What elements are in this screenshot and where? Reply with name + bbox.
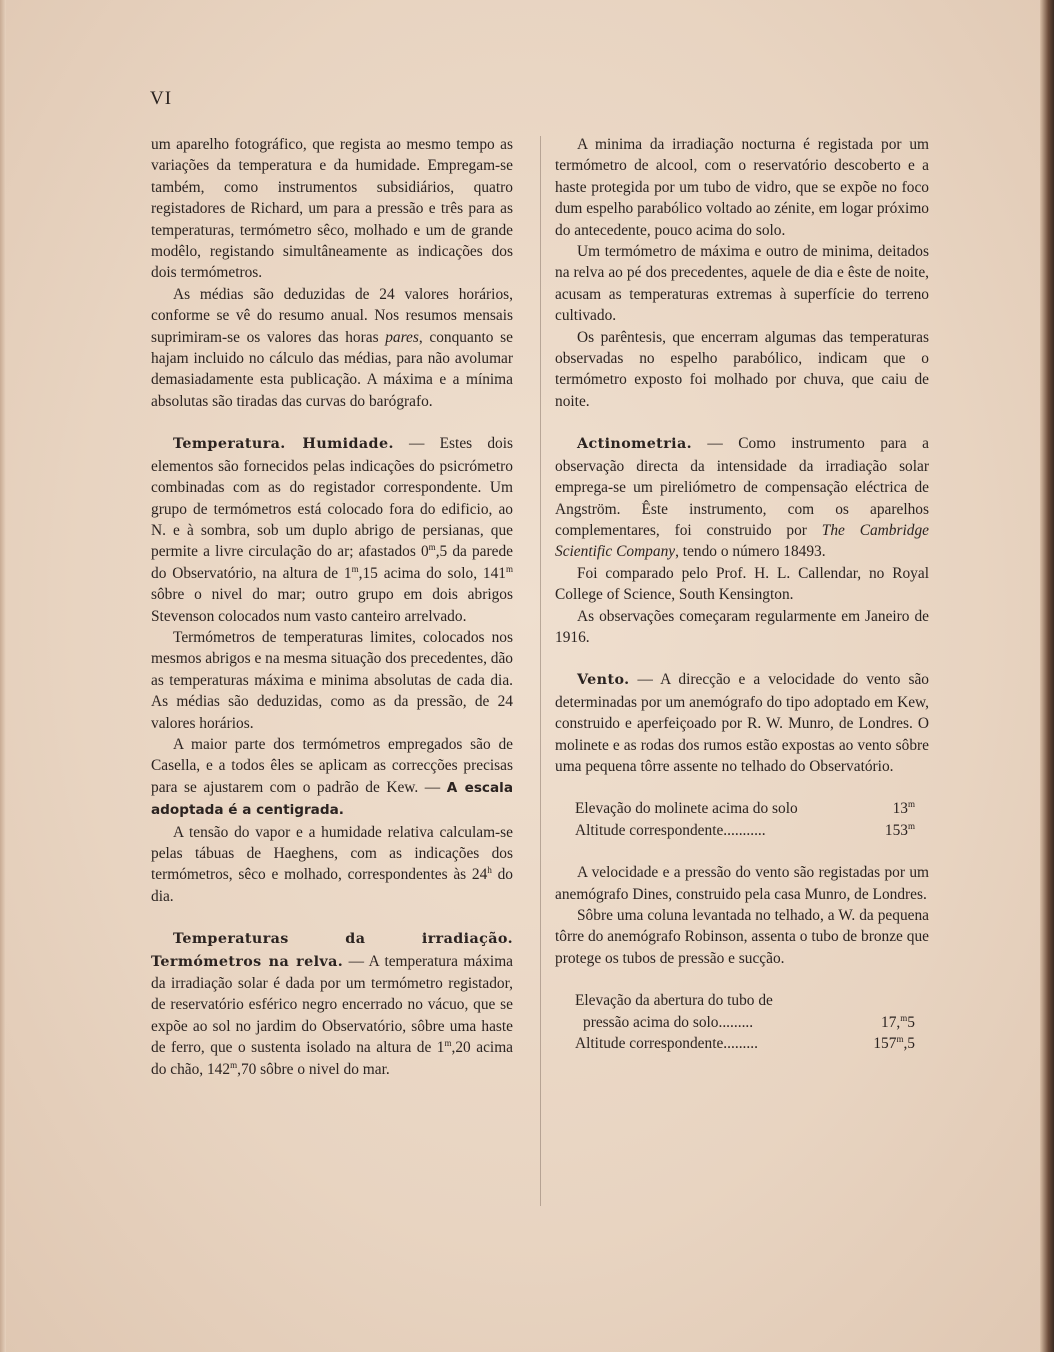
- page-right-edge: [1040, 0, 1054, 1352]
- section-heading: Vento.: [577, 672, 630, 689]
- paragraph: As observações começaram regularmente em Janeiro de 1916.: [555, 607, 929, 646]
- paragraph: A minima da irradiação nocturna é registada por um termómetro de alcool, com o reservatório descoberto e a haste protegida por um tubo de vidro, que se expõe no foco dum espelho parabólico voltado ao zénite, em logar próximo do antecedente, pouco acima do solo.: [555, 136, 929, 239]
- table-row: pressão acima do solo......... 17,$^m$5: [583, 1012, 915, 1031]
- page-left-edge: [0, 0, 6, 1352]
- paragraph: A maior parte dos termómetros empregados são de Casella, e a todos êles se aplicam as correcções precisas para se ajustarem com o padrão de Kew. — A escala adoptada é a centigrada.: [151, 735, 513, 819]
- paragraph: Termómetros de temperaturas limites, colocados nos mesmos abrigos e na mesma situação dos precedentes, dão as temperaturas máxima e minima absolutas de cada dia. As médias são deduzidas, como as da pressão, de 24 valores horários.: [151, 628, 513, 732]
- table-row: Altitude correspondente........... 153$^m$: [575, 820, 915, 839]
- table-row: Altitude correspondente......... 157$^m$,5: [575, 1034, 915, 1053]
- section-heading: Temperatura. Humidade.: [173, 436, 394, 453]
- paragraph: A tensão do vapor e a humidade relativa calculam-se pelas tábuas de Haeghens, com as indicações dos termómetros, sêco e molhado, correspondentes às 24$^h$ do dia.: [151, 823, 513, 905]
- paragraph: As médias são deduzidas de 24 valores horários, conforme se vê do resumo anual. Nos resumos mensais suprimiram-se os valores das horas pares, conquanto se hajam incluido no cálculo das médias, para não avolumar demasiadamente esta publicação. A máxima e a mínima absolutas são tiradas das curvas do barógrafo.: [151, 285, 513, 410]
- paragraph: Temperaturas da irradiação. Termómetros na relva. — A temperatura máxima da irradiação solar é dada por um termómetro registador, de reservatório esférico negro encerrado no vácuo, que se expõe ao sol no jardim do Observatório, sôbre uma haste de ferro, que o sustenta isolado na altura de 1$^m$,20 acima do chão, 142$^m$,70 sôbre o nivel do mar.: [151, 931, 514, 1078]
- paragraph: Actinometria. — Como instrumento para a observação directa da intensidade da irradiação solar emprega-se um pireliómetro de compensação eléctrica de Angström. Êste instrumento, com os aparelhos complementares, foi construido por The Cambridge Scientific Company, tendo o número 18493.: [555, 435, 929, 561]
- left-column: [151, 134, 513, 1080]
- paragraph: Foi comparado pelo Prof. H. L. Callendar, no Royal College of Science, South Kensington.: [555, 564, 929, 604]
- paragraph: um aparelho fotográfico, que regista ao mesmo tempo as variações da temperatura e da humidade. Empregam-se também, como instrumentos subsidiários, quatro registadores de Richard, um para a pressão e três para as temperaturas, termómetro sêco, molhado e um de grande modêlo, registando simultâneamente as indicações dos dois termómetros.: [151, 136, 513, 282]
- right-column: [555, 134, 929, 1054]
- paragraph: Os parêntesis, que encerram algumas das temperaturas observadas no espelho parabólico, indicam que o termómetro exposto foi molhado por chuva, que caiu de noite.: [555, 328, 929, 410]
- column-divider: [540, 136, 541, 1206]
- paragraph: Um termómetro de máxima e outro de minima, deitados na relva ao pé dos precedentes, aquele de dia e êste de noite, acusam as temperaturas extremas à superfície do terreno cultivado.: [555, 243, 929, 325]
- table-row: Elevação da abertura do tubo de: [575, 992, 773, 1010]
- page-number: VI: [150, 88, 173, 109]
- paragraph: Sôbre uma coluna levantada no telhado, a W. da pequena tôrre do anemógrafo Robinson, assenta o tubo de bronze que protege os tubos de pressão e sucção.: [555, 907, 929, 967]
- emphasis-text: A escala adoptada é a centigrada.: [151, 779, 513, 819]
- section-heading: Actinometria.: [577, 436, 692, 453]
- paragraph: A velocidade e a pressão do vento são registadas por um anemógrafo Dines, construido pela casa Munro, de Londres.: [555, 864, 929, 903]
- paragraph: Temperatura. Humidade. — Estes dois elementos são fornecidos pelas indicações do psicrómetro combinadas com as do registador correspondente. Um grupo de termómetros está colocado fora do edificio, ao N. e à sombra, sob um duplo abrigo de persianas, que permite a livre circulação do ar; afastados 0$^m$,5 da parede do Observatório, na altura de 1$^m$,15 acima do solo, 141$^m$ sôbre o nivel do mar; outro grupo em dois abrigos Stevenson colocados num vasto canteiro arrelvado.: [151, 435, 514, 625]
- section-heading: Temperaturas da irradiação. Termómetros na relva.: [151, 931, 513, 970]
- table-row: Elevação do molinete acima do solo 13$^m$: [575, 799, 915, 818]
- paragraph: Vento. — A direcção e a velocidade do vento são determinadas por um anemógrafo do tipo adoptado em Kew, construido e aperfeiçoado por R. W. Munro, de Londres. O molinete e as rodas dos rumos estão expostas ao vento sôbre uma pequena tôrre assente no telhado do Observatório.: [555, 671, 929, 775]
